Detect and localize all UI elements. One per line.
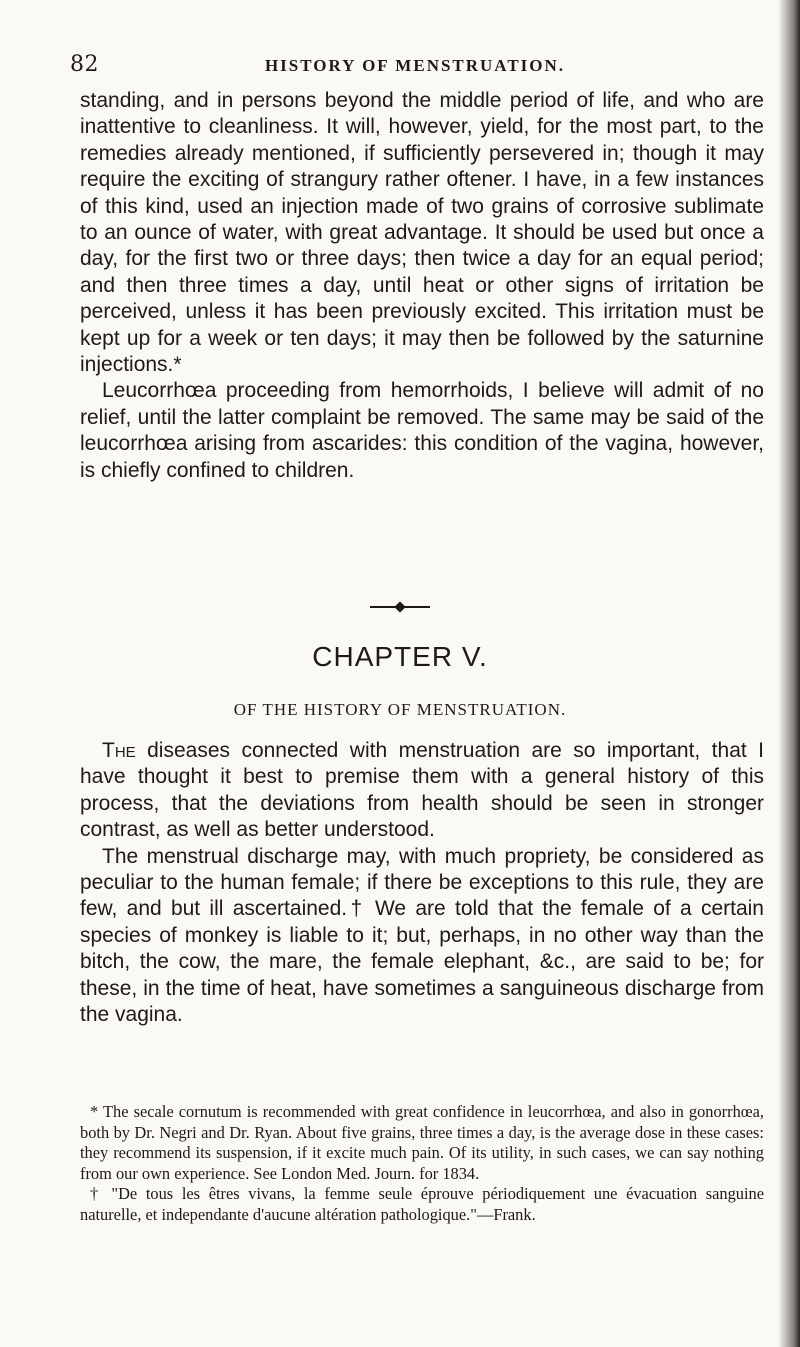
footnotes [80,1102,764,1225]
diamond-ornament-icon [394,601,405,612]
paragraph-menstrual-discharge: The menstrual discharge may, with much propriety, be considered as peculiar to the human female; if there be exceptions to this rule, they are few, and but ill ascertained.† We are told that the female of a certain species of monkey is liable to it; but, perhaps, in no other way than the bitch, the cow, the mare, the female elephant, &c., are said to be; for these, in the time of heat, have sometimes a sanguineous discharge from the vagina. [80,844,764,1027]
body-text-main [80,738,764,1028]
section-divider-ornament [370,600,430,614]
paragraph-leucorrhoea: Leucorrhœa proceeding from hemorrhoids, I believe will admit of no relief, until the latter complaint be removed. The same may be said of the leucorrhœa arising from ascarides: this condition of the vagina, however, is chiefly confined to children. [80,379,764,482]
footnote-frank: † "De tous les êtres vivans, la femme seule éprouve périodiquement une évacuation sanguine naturelle, et independante d'aucune altération pathologique."—Frank. [80,1184,764,1224]
chapter-subtitle: OF THE HISTORY OF MENSTRUATION. [233,700,567,719]
running-head: HISTORY OF MENSTRUATION. [264,56,566,75]
page-number: 82 [70,52,99,77]
body-text-top [80,88,764,484]
page-edge-shadow [778,0,800,1347]
paragraph-continuation: standing, and in persons beyond the middle period of life, and who are inattentive to cleanliness. It will, however, yield, for the most part, to the remedies already mentioned, if sufficiently persevered in; though it may require the exciting of strangury rather oftener. I have, in a few instances of this kind, used an injection made of two grains of corrosive sublimate to an ounce of water, with great advantage. It should be used but once a day, for the first two or three days; then twice a day for an equal period; and then three times a day, until heat or other signs of irritation be perceived, unless it has been previously excited. This irritation must be kept up for a week or ten days; it may then be followed by the saturnine injections.* [80,89,764,377]
first-word-smallcaps: The [102,739,136,762]
footnote-secale: * The secale cornutum is recommended with great confidence in leucorrhœa, and also in gonorrhœa, both by Dr. Negri and Dr. Ryan. About five grains, three times a day, is the average dose in these cases: they recommend its suspension, if it excite much pain. Of its utility, in such cases, we can say nothing from our own experience. See London Med. Journ. for 1834. [80,1102,764,1183]
paragraph-intro [80,738,764,844]
chapter-title: CHAPTER V. [312,641,488,672]
paragraph-intro-text: diseases connected with menstruation are so important, that I have thought it best to premise them with a general history of this process, that the deviations from health should be seen in stronger contrast, as well as better understood. [80,739,764,842]
page-header [70,52,760,82]
